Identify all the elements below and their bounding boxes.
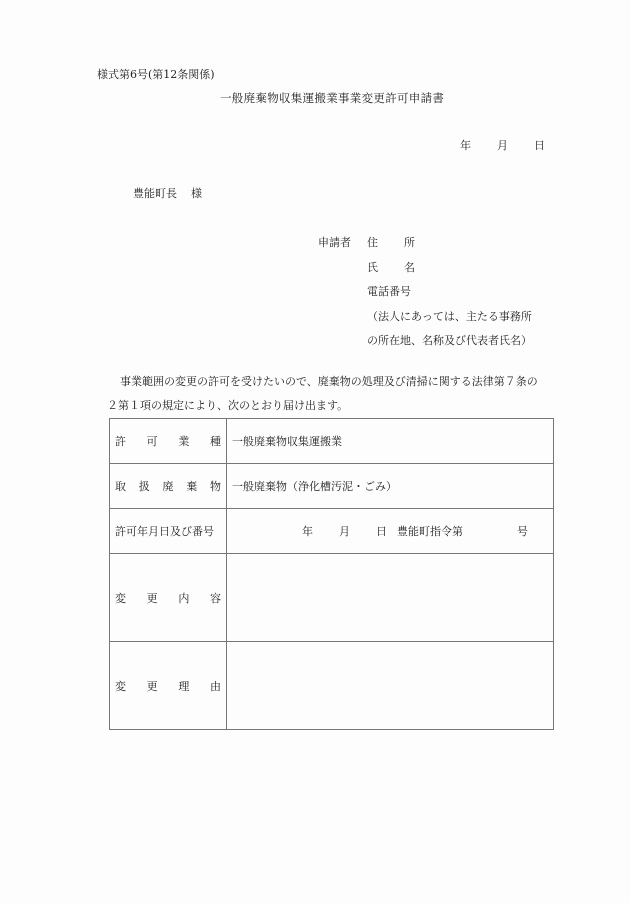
month-label: 月 xyxy=(497,139,508,152)
change-reason-label: 変 更 理 由 xyxy=(110,642,227,730)
addressee-name: 豊能町長 xyxy=(133,187,177,200)
table-row-permit-type xyxy=(110,419,554,464)
name-field-label: 氏 名 xyxy=(367,260,415,274)
permit-date-number-value[interactable] xyxy=(227,509,554,554)
addressee xyxy=(133,185,202,201)
address-field-label: 住 所 xyxy=(367,236,415,249)
change-details-value[interactable] xyxy=(227,554,554,642)
applicant-label: 申請者 xyxy=(318,236,351,249)
year-label: 年 xyxy=(460,139,471,152)
addressee-honorific: 様 xyxy=(191,187,202,200)
body-line-2: ２第１項の規定により、次のとおり届け出ます。 xyxy=(107,399,349,412)
permit-type-label: 許 可 業 種 xyxy=(110,419,227,464)
body-text xyxy=(107,370,577,418)
permit-day-label: 日 xyxy=(376,525,387,538)
phone-field-label: 電話番号 xyxy=(367,285,411,298)
change-details-label: 変 更 内 容 xyxy=(110,554,227,642)
waste-handled-label: 取 扱 廃 棄 物 xyxy=(110,464,227,509)
permit-month-label: 月 xyxy=(339,525,350,538)
table-row-change-details xyxy=(110,554,554,642)
permit-year-label: 年 xyxy=(302,525,313,538)
document-title: 一般廃棄物収集運搬業事業変更許可申請書 xyxy=(220,91,445,105)
permit-authority-label: 豊能町指令第 xyxy=(397,525,463,538)
table-row-change-reason xyxy=(110,642,554,730)
change-reason-value[interactable] xyxy=(227,642,554,730)
application-table xyxy=(109,418,554,730)
permit-number-suffix: 号 xyxy=(517,525,528,538)
waste-handled-value[interactable]: 一般廃棄物（浄化槽汚泥・ごみ） xyxy=(227,464,554,509)
day-label: 日 xyxy=(534,139,545,152)
form-number: 様式第6号(第12条関係) xyxy=(97,68,215,81)
table-row-waste-handled xyxy=(110,464,554,509)
permit-type-value[interactable]: 一般廃棄物収集運搬業 xyxy=(227,419,554,464)
table-row-permit-date-number xyxy=(110,509,554,554)
permit-date-number-label: 許可年月日及び番号 xyxy=(110,509,227,554)
date-line xyxy=(460,137,545,153)
corporate-note-line1: （法人にあっては、主たる事務所 xyxy=(367,309,532,323)
corporate-note-line2: の所在地、名称及び代表者氏名） xyxy=(367,334,532,347)
body-line-1: 事業範囲の変更の許可を受けたいので、廃棄物の処理及び清掃に関する法律第７条の xyxy=(120,375,538,388)
